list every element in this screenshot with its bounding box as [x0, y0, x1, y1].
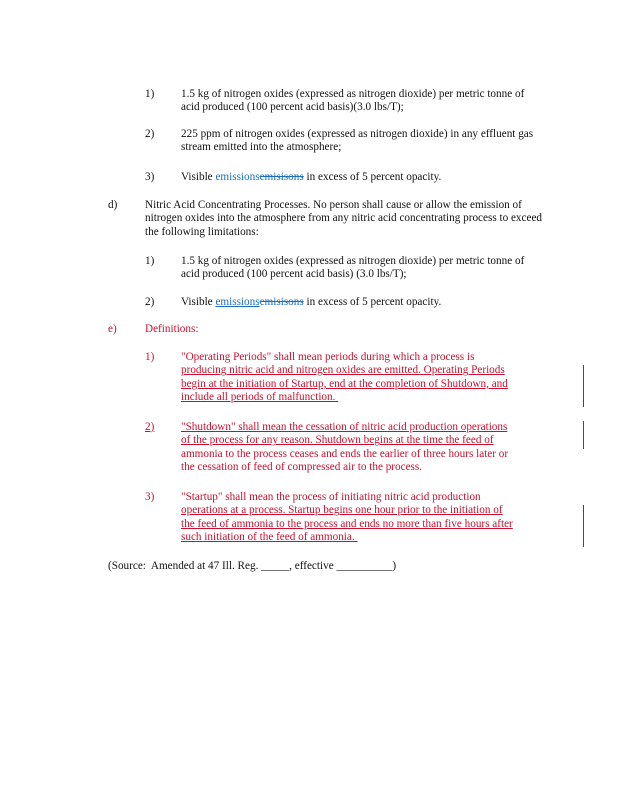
- item-c3-deleted: emisisons: [259, 171, 304, 183]
- item-e2-number: 2): [145, 421, 155, 433]
- item-e1-line3: begin at the initiation of Startup, end at the completion of Shutdown, and: [181, 377, 508, 390]
- item-c3-text: [181, 171, 561, 184]
- section-e-heading: Definitions:: [145, 323, 199, 335]
- section-d-number: d): [108, 199, 118, 211]
- item-c1-text: 1.5 kg of nitrogen oxides (expressed as nitrogen dioxide) per metric tonne of acid produced (100 percent acid basis)(3.0 lbs/T);: [181, 88, 525, 114]
- section-e-number: e): [108, 323, 117, 335]
- item-e3-text: [181, 491, 561, 545]
- item-e3-line1: "Startup" shall mean the process of initiating nitric acid production: [181, 491, 481, 503]
- source-note: (Source: Amended at 47 Ill. Reg. _____, effective __________): [108, 560, 397, 572]
- item-e2-line3: ammonia to the process ceases and ends the earlier of three hours later or: [181, 447, 509, 460]
- item-e2-text: [181, 421, 561, 475]
- item-d1-text: 1.5 kg of nitrogen oxides (expressed as nitrogen dioxide) per metric tonne of acid produced (100 percent acid basis) (3.0 lbs/T);: [181, 255, 525, 281]
- item-d2-number: 2): [145, 296, 155, 308]
- change-bar: [583, 505, 584, 547]
- item-e2-line2: of the process for any reason. Shutdown begins at the time the feed of: [181, 434, 494, 447]
- item-c3-pre: Visible: [181, 171, 216, 183]
- item-e3-line2: operations at a process. Startup begins one hour prior to the initiation of: [181, 504, 503, 517]
- item-e1-text: [181, 351, 561, 405]
- item-e2-line4: the cessation of feed of compressed air to the process.: [181, 461, 423, 474]
- item-e1-line1: "Operating Periods" shall mean periods during which a process is: [181, 351, 475, 363]
- item-c2-number: 2): [145, 128, 155, 140]
- section-d-text: Nitric Acid Concentrating Processes. No person shall cause or allow the emission of nitrogen oxides into the atmosphere from any nitric acid concentrating process to exceed the following limitations:: [145, 199, 543, 238]
- item-c3-inserted: emissions: [215, 171, 260, 183]
- item-e3-number: 3): [145, 491, 155, 503]
- item-d2-post: in excess of 5 percent opacity.: [303, 296, 442, 308]
- item-c3-number: 3): [145, 171, 155, 183]
- item-e1-line4: include all periods of malfunction.: [181, 391, 339, 404]
- item-e3-line3: the feed of ammonia to the process and ends no more than five hours after: [181, 517, 513, 530]
- item-c2-text: 225 ppm of nitrogen oxides (expressed as nitrogen dioxide) in any effluent gas stream emitted into the atmosphere;: [181, 128, 534, 154]
- item-d2-deleted: emisisons: [259, 296, 304, 308]
- item-c1-number: 1): [145, 88, 155, 100]
- item-e1-number: 1): [145, 351, 155, 363]
- item-d2-inserted: emissions: [215, 296, 260, 308]
- item-d2-pre: Visible: [181, 296, 216, 308]
- item-e3-line4: such initiation of the feed of ammonia.: [181, 531, 358, 544]
- item-c3-post: in excess of 5 percent opacity.: [303, 171, 442, 183]
- item-e2-line1: "Shutdown" shall mean the cessation of nitric acid production operations: [181, 421, 508, 433]
- item-e1-line2: producing nitric acid and nitrogen oxides are emitted. Operating Periods: [181, 364, 505, 377]
- change-bar: [583, 365, 584, 407]
- item-d1-number: 1): [145, 255, 155, 267]
- change-bar: [583, 421, 584, 449]
- item-d2-text: [181, 296, 561, 309]
